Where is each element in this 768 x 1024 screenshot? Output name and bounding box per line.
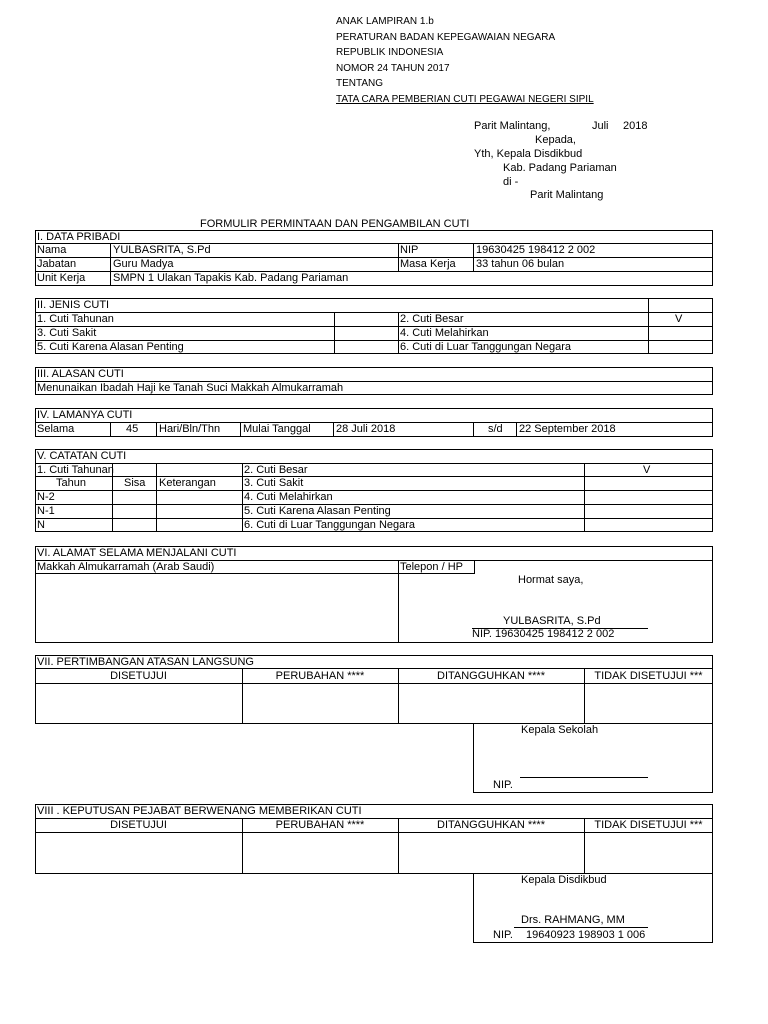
option-cuti-sakit: 3. Cuti Sakit (37, 327, 97, 339)
recipient-title: Yth, Kepala Disdikbud (474, 148, 583, 160)
closing-regards: Hormat saya, (518, 574, 584, 586)
official-title: Kepala Sekolah (521, 724, 599, 736)
col-divider (473, 243, 474, 271)
col-disetujui: DISETUJUI (110, 819, 167, 831)
masa-kerja-label: Masa Kerja (400, 258, 456, 270)
nip-label: NIP (400, 244, 419, 256)
option-cuti-alasan-penting: 5. Cuti Karena Alasan Penting (37, 341, 184, 353)
letter-place: Parit Malintang, (474, 120, 551, 132)
tahun-header: Tahun (56, 477, 86, 489)
recipient-city: Parit Malintang (530, 189, 604, 201)
form-title: FORMULIR PERMINTAAN DAN PENGAMBILAN CUTI (200, 218, 470, 230)
signer-nip: NIP. 19630425 198412 2 002 (472, 628, 615, 640)
section-heading: IV. LAMANYA CUTI (37, 409, 133, 421)
phone-label: Telepon / HP (400, 561, 463, 573)
letter-year: 2018 (623, 120, 648, 132)
col-divider (474, 560, 475, 573)
col-divider (334, 312, 335, 354)
selama-label: Selama (37, 423, 75, 435)
end-date: 22 September 2018 (519, 423, 616, 435)
mulai-label: Mulai Tanggal (243, 423, 311, 435)
row-divider (35, 326, 713, 327)
header-line: REPUBLIK INDONESIA (336, 47, 444, 58)
option-cuti-luar-tanggungan: 6. Cuti di Luar Tanggungan Negara (400, 341, 572, 353)
section-heading: VIII . KEPUTUSAN PEJABAT BERWENANG MEMBERIKAN CUTI (37, 805, 362, 817)
row-divider (35, 832, 713, 833)
col-divider (156, 463, 157, 532)
col-divider (648, 298, 649, 354)
option-cuti-sakit: 3. Cuti Sakit (244, 477, 304, 489)
col-divider (240, 422, 241, 437)
year-n1: N-1 (37, 505, 55, 517)
option-cuti-besar: 2. Cuti Besar (400, 313, 464, 325)
col-ditangguhkan: DITANGGUHKAN **** (437, 819, 545, 831)
header-subject: TATA CARA PEMBERIAN CUTI PEGAWAI NEGERI SIPIL (336, 94, 594, 105)
header-line: NOMOR 24 TAHUN 2017 (336, 63, 450, 74)
signer-name: YULBASRITA, S.Pd (503, 615, 601, 627)
col-divider (398, 243, 399, 271)
year-n: N (37, 519, 45, 531)
unit-kerja-value: SMPN 1 Ulakan Tapakis Kab. Padang Pariaman (113, 272, 349, 284)
official-signer: Drs. RAHMANG, MM (521, 914, 625, 926)
col-divider (473, 422, 474, 437)
option-cuti-melahirkan: 4. Cuti Melahirkan (400, 327, 489, 339)
section-heading: VI. ALAMAT SELAMA MENJALANI CUTI (37, 547, 237, 559)
col-perubahan: PERUBAHAN **** (275, 819, 365, 831)
nip-label: NIP. (493, 779, 513, 791)
jabatan-value: Guru Madya (113, 258, 174, 270)
col-divider (398, 560, 399, 643)
col-divider (242, 463, 243, 532)
row-divider (35, 683, 713, 684)
section-heading: I. DATA PRIBADI (37, 231, 121, 243)
leave-address: Makkah Almukarramah (Arab Saudi) (37, 561, 215, 573)
duration-value: 45 (126, 423, 139, 435)
section-heading: II. JENIS CUTI (37, 299, 110, 311)
nip-value: 19630425 198412 2 002 (476, 244, 596, 256)
col-perubahan: PERUBAHAN **** (275, 670, 365, 682)
letter-month: Juli (592, 120, 609, 132)
option-cuti-tahunan: 1. Cuti Tahunan (37, 313, 114, 325)
recipient-greeting: Kepada, (535, 134, 576, 146)
section-heading: VII. PERTIMBANGAN ATASAN LANGSUNG (37, 656, 254, 668)
row-divider (35, 490, 713, 491)
col-tidak-disetujui: TIDAK DISETUJUI *** (594, 819, 703, 831)
nama-label: Nama (37, 244, 67, 256)
col-divider (156, 422, 157, 437)
duration-unit: Hari/Bln/Thn (159, 423, 221, 435)
recipient-di: di - (503, 176, 519, 188)
option-cuti-besar: 2. Cuti Besar (244, 464, 308, 476)
section-heading: V. CATATAN CUTI (37, 450, 127, 462)
row-divider (35, 463, 713, 464)
col-divider (110, 243, 111, 286)
section-heading: III. ALASAN CUTI (37, 368, 124, 380)
col-tidak-disetujui: TIDAK DISETUJUI *** (594, 670, 703, 682)
jabatan-label: Jabatan (37, 258, 77, 270)
option-cuti-melahirkan: 4. Cuti Melahirkan (244, 491, 333, 503)
header-line: ANAK LAMPIRAN 1.b (336, 16, 434, 27)
official-nip: 19640923 198903 1 006 (526, 929, 646, 941)
recipient-region: Kab. Padang Pariaman (503, 162, 617, 174)
col-divider (398, 312, 399, 354)
official-title: Kepala Disdikbud (521, 874, 607, 886)
option-cuti-alasan-penting: 5. Cuti Karena Alasan Penting (244, 505, 391, 517)
option-cuti-tahunan: 1. Cuti Tahunan (37, 464, 114, 476)
col-disetujui: DISETUJUI (110, 670, 167, 682)
signature-line (520, 777, 648, 778)
header-line: TENTANG (336, 78, 384, 89)
check-mark: V (675, 313, 683, 325)
nip-label: NIP. (493, 929, 513, 941)
row-divider (35, 312, 713, 313)
check-mark: V (643, 464, 651, 476)
keterangan-header: Keterangan (159, 477, 216, 489)
col-ditangguhkan: DITANGGUHKAN **** (437, 670, 545, 682)
signature-line (514, 927, 648, 928)
col-divider (516, 422, 517, 437)
start-date: 28 Juli 2018 (336, 423, 396, 435)
nama-value: YULBASRITA, S.Pd (113, 244, 211, 256)
reason-value: Menunaikan Ibadah Haji ke Tanah Suci Makkah Almukarramah (37, 382, 344, 394)
sd-label: s/d (488, 423, 503, 435)
col-divider (110, 422, 111, 437)
col-divider (584, 463, 585, 532)
year-n2: N-2 (37, 491, 55, 503)
masa-kerja-value: 33 tahun 06 bulan (476, 258, 565, 270)
option-cuti-luar-tanggungan: 6. Cuti di Luar Tanggungan Negara (244, 519, 416, 531)
sisa-header: Sisa (124, 477, 146, 489)
header-line: PERATURAN BADAN KEPEGAWAIAN NEGARA (336, 32, 556, 43)
col-divider (333, 422, 334, 437)
unit-kerja-label: Unit Kerja (37, 272, 86, 284)
